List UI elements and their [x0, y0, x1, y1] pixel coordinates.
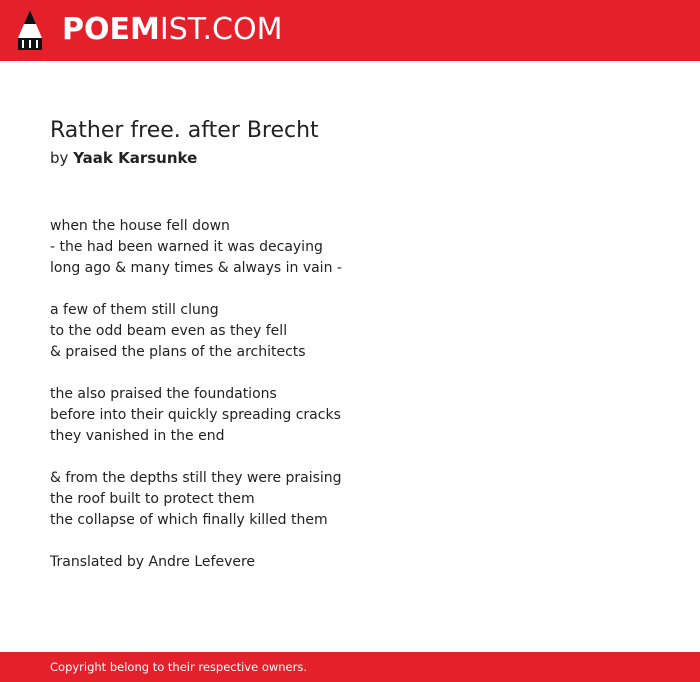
poem-line: long ago & many times & always in vain -: [50, 260, 342, 276]
poem-line: the also praised the foundations: [50, 386, 277, 402]
poem-line: the collapse of which finally killed them: [50, 512, 328, 528]
stanza: [50, 384, 650, 447]
logo-light-text: IST.COM: [159, 12, 283, 47]
poem-content: [50, 116, 650, 573]
stanza: [50, 468, 650, 531]
poem-line: a few of them still clung: [50, 302, 219, 318]
stanza: [50, 300, 650, 363]
poem-line: they vanished in the end: [50, 428, 225, 444]
poem-line: before into their quickly spreading cracks: [50, 407, 341, 423]
poem-line: & praised the plans of the architects: [50, 344, 306, 360]
site-footer: [0, 652, 700, 682]
author-name: Yaak Karsunke: [73, 149, 198, 167]
poem-body: [50, 216, 650, 573]
site-header: [0, 0, 700, 61]
byline: [50, 147, 650, 169]
copyright-text: Copyright belong to their respective owners.: [50, 660, 308, 674]
logo-bold-text: POEM: [62, 12, 160, 47]
poem-line: the roof built to protect them: [50, 491, 255, 507]
poem-title: Rather free. after Brecht: [50, 118, 319, 143]
stanza: [50, 216, 650, 279]
translator-credit: Translated by Andre Lefevere: [50, 554, 256, 570]
poem-line: to the odd beam even as they fell: [50, 323, 288, 339]
pencil-logo-icon[interactable]: [16, 8, 44, 52]
poem-line: & from the depths still they were praising: [50, 470, 342, 486]
by-label: by: [50, 149, 69, 167]
site-logo[interactable]: [62, 12, 282, 48]
poem-line: - the had been warned it was decaying: [50, 239, 323, 255]
poem-line: when the house fell down: [50, 218, 230, 234]
